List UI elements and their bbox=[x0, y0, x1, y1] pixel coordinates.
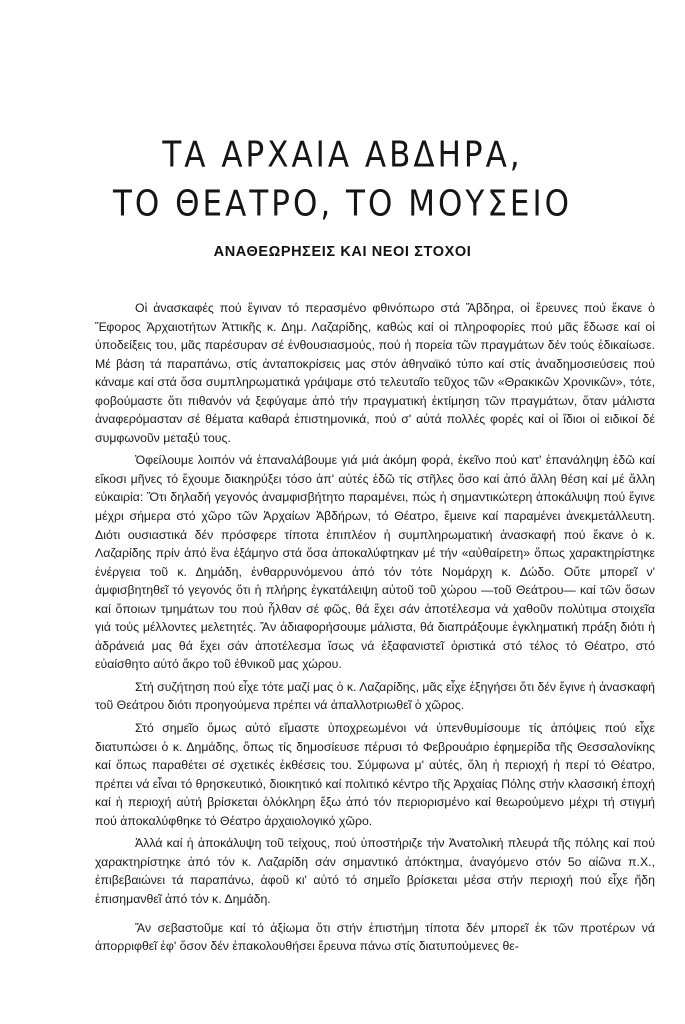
paragraph-5: Ἀλλά καί ἡ ἀποκάλυψη τοῦ τείχους, πού ὑποστήριζε τήν Ἀνατολική πλευρά τῆς πόλης καί πού χαρακτηρίστηκε ἀπό τόν κ. Λαζαρίδη σάν σημαντικό ἀπόκτημα, ἀναγόμενο στόν 5ο αἰῶνα π.Χ., ἐπιβεβαιώνει τά παραπάνω, ἀφοῦ κι' αὐτό τό σημεῖο βρίσκεται μέσα στήν περιοχή πού εἶχε ἤδη ἐπισημανθεῖ ἀπό τόν κ. Δημάδη. bbox=[95, 836, 655, 906]
article-body bbox=[95, 299, 655, 960]
title-line-1: ΤΑ ΑΡΧΑΙΑ ΑΒΔΗΡΑ, bbox=[162, 134, 523, 176]
paragraph-6: Ἄν σεβαστοῦμε καί τό ἀξίωμα ὅτι στήν ἐπιστήμη τίποτα δέν μπορεῖ ἐκ τῶν προτέρων νά ἀπορριφθεῖ ἐφ' ὅσον δέν ἐπακολουθήσει ἔρευνα πάνω στίς διατυπούμενες θε- bbox=[95, 920, 655, 954]
paragraph-4: Στό σημεῖο ὅμως αὐτό εἴμαστε ὑποχρεωμένοι νά ὑπενθυμίσουμε τίς ἀπόψεις πού εἶχε διατυπώσει ὁ κ. Δημάδης, ὅπως τίς δημοσίευσε πέρυσι τό Φεβρουάριο ἐφημερίδα τῆς Θεσσαλονίκης καί ὅπως παραθέτει σέ σχετικές ἐκθέσεις του. Σύμφωνα μ' αὐτές, ὅλη ἡ περιοχή ἡ περί τό Θέατρο, πρέπει νά εἶναι τό θρησκευτικό, διοικητικό καί πολιτικό κέντρο τῆς Ἀρχαίας Πόλης στήν κλασσική ἐποχή καί ἡ περιοχή αὐτή βρίσκεται ὁλόκληρη ἔξω ἀπό τόν περιορισμένο καί θεωρούμενο μέχρι τή στιγμή πού ἀποκαλύφθηκε τό Θέατρο ἀρχαιολογικό χῶρο. bbox=[95, 721, 655, 828]
subtitle: ΑΝΑΘΕΩΡΗΣΕΙΣ ΚΑΙ ΝΕΟΙ ΣΤΟΧΟΙ bbox=[213, 244, 472, 260]
paragraph-3: Στή συζήτηση πού εἶχε τότε μαζί μας ὁ κ. Λαζαρίδης, μᾶς εἶχε ἐξηγήσει ὅτι δέν ἔγινε ἡ ἀνασκαφή τοῦ Θεάτρου διότι προηγούμενα πρέπει νά ἀπαλλοτριωθεῖ ὁ χῶρος. bbox=[95, 679, 655, 713]
paragraph-1: Οἱ ἀνασκαφές πού ἔγιναν τό περασμένο φθινόπωρο στά Ἄβδηρα, οἱ ἔρευνες πού ἔκανε ὁ Ἔφορος Ἀρχαιοτήτων Ἀττικῆς κ. Δημ. Λαζαρίδης, καθώς καί οἱ πληροφορίες πού μᾶς ἔδωσε καί οἱ ὑποδείξεις του, μᾶς παρέσυραν σέ ἐνθουσιασμούς, πού ἡ πορεία τῶν πραγμάτων δέν τούς ἐδικαίωσε. Μέ βάση τά παραπάνω, στίς ἀνταποκρίσεις μας στόν ἀθηναϊκό τύπο καί στίς ἀναδημοσιεύσεις πού κάναμε καί στά ὅσα συμπληρωματικά γράψαμε στό τελευταῖο τεῦχος τῶν «Θρακικῶν Χρονικῶν», τότε, φοβούμαστε ὅτι πιθανόν νά ξεφύγαμε ἀπό τήν πραγματική ἐκτίμηση τῶν πραγμάτων, ὅταν μάλιστα ἀναφερόμασταν σέ θέματα καθαρά ἐπιστημονικά, πού σ' αὐτά πολλές φορές καί οἱ ἴδιοι οἱ ειδικοί δέ συμφωνοῦν μεταξύ τους. bbox=[95, 301, 655, 445]
paragraph-2: Ὀφείλουμε λοιπόν νά ἐπαναλάβουμε γιά μιά ἀκόμη φορά, ἐκεῖνο πού κατ' ἐπανάληψη ἐδῶ καί εἴκοσι μῆνες τό ἔχουμε διακηρύξει τόσο ἀπ' αὐτές ἐδῶ τίς στῆλες ὅσο καί ἀπό ἄλλη θέση καί μέ ἄλλη εὐκαιρία: Ὅτι δηλαδή γεγονός ἀναμφισβήτητο παραμένει, πώς ἡ σημαντικώτερη ἀποκάλυψη πού ἔγινε μέχρι σήμερα στό χῶρο τῶν Ἀρχαίων Ἀβδήρων, τό Θέατρο, ἔμεινε καί παραμένει ἀνεκμετάλλευτη. Διότι ουσιαστικά δέν πρόσφερε τίποτα ἐπιπλέον ἡ συμπληρωματική ἀνασκαφή πού ἔκανε ὁ κ. Λαζαρίδης πρίν ἀπό ἕνα ἑξάμηνο στά ὅσα ἀποκαλύφτηκαν μέ τήν «αὐθαίρετη» ὅπως χαρακτηρίστηκε ἐνέργεια τοῦ κ. Δημάδη, ἐνθαρρυνόμενου ἀπό τόν τότε Νομάρχη κ. Δώδο. Οὔτε μπορεῖ ν' ἀμφισβητηθεῖ τό γεγονός ὅτι ἡ πλήρης ἐγκατάλειψη αὐτοῦ τοῦ χώρου —τοῦ Θεάτρου— καί τῶν ὅσων καί ὅποιων τμημάτων του πού ἦλθαν σέ φῶς, θά ἔχει σάν ἀποτέλεσμα νά χαθοῦν πολύτιμα στοιχεῖα γιά τούς μέλλοντες μελετητές. Ἄν ἀδιαφορήσουμε μάλιστα, θά διαπράξουμε ἐγκληματική πράξη διότι ἡ ἀδράνειά μας θά ἔχει σάν ἀποτέλεσμα ἴσως νά ἐξαφανιστεῖ ὁριστικά στό τέλος τό Θέατρο, στό εὐαίσθητο αὐτό ἄκρο τοῦ ἐθνικοῦ μας χώρου. bbox=[95, 453, 655, 672]
title-line-2: ΤΟ ΘΕΑΤΡΟ, ΤΟ ΜΟΥΣΕΙΟ bbox=[112, 183, 573, 225]
